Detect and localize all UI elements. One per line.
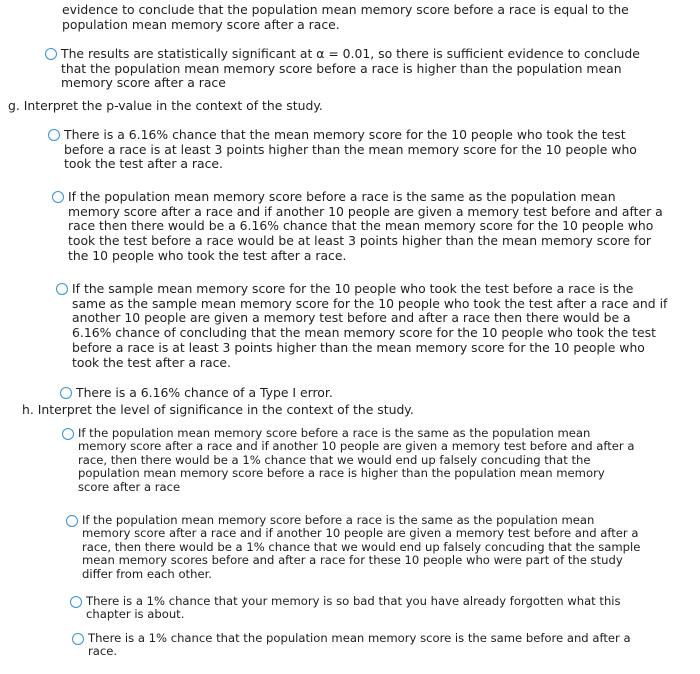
option-text: If the population mean memory score before a race is the same as the population mean memory score after a race and if another 10 people are given a memory test before and after a race then there would be a 6.16% chance that the mean memory score for the 10 people who took the test before a race would be at least 3 points higher than the mean memory score for the 10 people who took the test after a race. xyxy=(68,189,663,263)
question-g-option-3[interactable] xyxy=(56,282,667,370)
question-f-option-significant-0.01[interactable] xyxy=(45,47,640,91)
radio-button[interactable] xyxy=(52,191,64,203)
option-text: The results are statistically significant at α = 0.01, so there is sufficient evidence to conclude that the population mean memory score before a race is higher than the population mean memory score after a race xyxy=(61,46,640,91)
option-text: If the population mean memory score before a race is the same as the population mean memory score after a race and if another 10 people are given a memory test before and after a race, then there would be a 1% chance that we would end up falsely concuding that the population mean memory score before a race is higher than the population mean memory score after a race xyxy=(78,426,635,494)
question-g-option-2[interactable] xyxy=(52,190,663,264)
question-h-option-2[interactable] xyxy=(66,514,640,581)
option-text: There is a 1% chance that the population mean memory score is the same before and after a race. xyxy=(88,631,631,659)
option-text: There is a 6.16% chance of a Type I error. xyxy=(76,385,333,400)
option-text: There is a 1% chance that your memory is so bad that you have already forgotten what this chapter is about. xyxy=(86,594,621,622)
question-g-label: g. Interpret the p-value in the context of the study. xyxy=(8,98,323,113)
option-text: There is a 6.16% chance that the mean memory score for the 10 people who took the test before a race is at least 3 points higher than the mean memory score for the 10 people who took the test after a race. xyxy=(64,127,637,172)
option-text: If the population mean memory score before a race is the same as the population mean memory score after a race and if another 10 people are given a memory test before and after a race, then there would be a 1% chance that we would end up falsely concuding that the sample mean memory scores before and after a race for these 10 people who were part of the study differ from each other. xyxy=(82,513,641,581)
question-h-label: h. Interpret the level of significance in the context of the study. xyxy=(22,402,414,417)
radio-button[interactable] xyxy=(62,428,74,440)
question-g-option-1[interactable] xyxy=(48,128,637,172)
radio-button[interactable] xyxy=(60,387,72,399)
radio-button[interactable] xyxy=(56,283,68,295)
radio-button[interactable] xyxy=(48,129,60,141)
radio-button[interactable] xyxy=(70,596,82,608)
radio-button[interactable] xyxy=(45,48,57,60)
radio-button[interactable] xyxy=(66,515,78,527)
question-g-option-4[interactable] xyxy=(60,386,333,401)
option-text: If the sample mean memory score for the 10 people who took the test before a race is the same as the sample mean memory score for the 10 people who took the test after a race and if another 10 people are given a memory test before and after a race then there would be a 6.16% chance of concluding that the mean memory score for the 10 people who took the test before a race is at least 3 points higher than the mean memory score for the 10 people who took the test after a race. xyxy=(72,281,668,370)
previous-option-continuation: evidence to conclude that the population mean memory score before a race is equal to the population mean memory score after a race. xyxy=(62,2,629,32)
question-h-option-4[interactable] xyxy=(72,632,631,659)
radio-button[interactable] xyxy=(72,633,84,645)
question-h-option-1[interactable] xyxy=(62,427,634,494)
question-h-option-3[interactable] xyxy=(70,595,621,622)
